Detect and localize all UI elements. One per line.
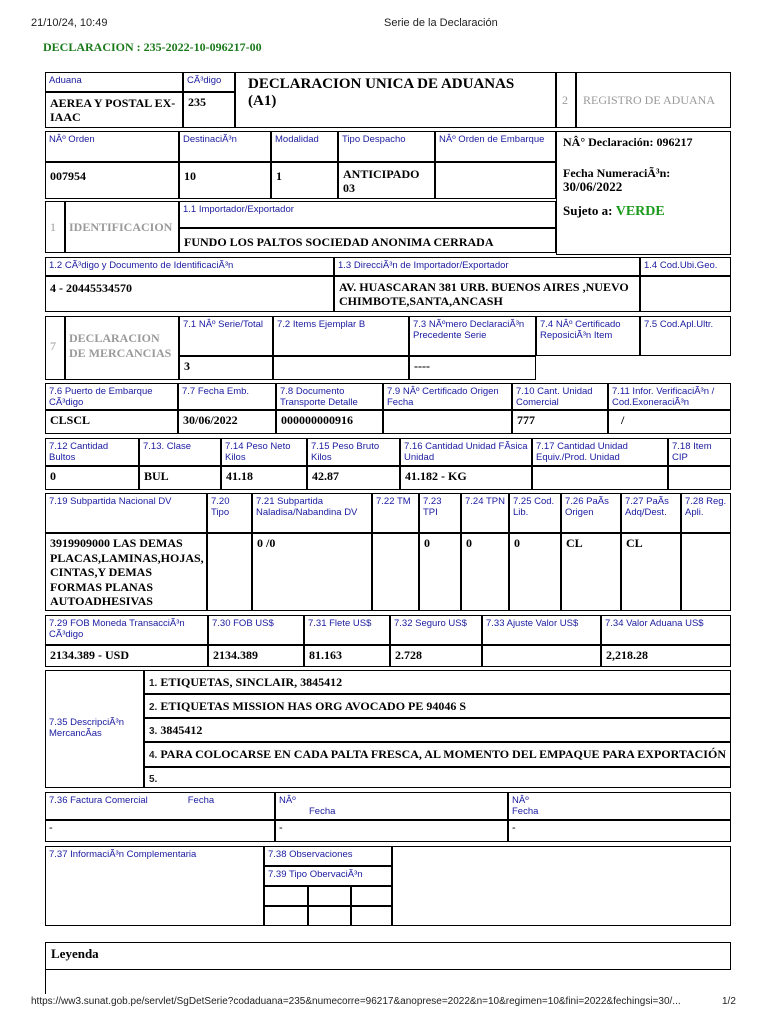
fob-label-cell [208,615,304,645]
seguro-label-cell [390,615,482,645]
item-number: 1. [149,678,158,689]
infor-verif-cell [608,410,731,434]
naladisa-value: 0 /0 [257,536,276,550]
numero-declaracion [557,132,730,152]
codlib-cell [509,533,561,611]
flete-label-cell [304,615,390,645]
item-number: 4. [149,750,158,761]
pais-origen-label: 7.26 PaÃs Origen [565,496,609,518]
declaracion-id [43,40,262,55]
doc-id-cell [45,276,334,312]
descripcion-item-2 [144,694,731,718]
declaracion-id-value: 235-2022-10-096217-00 [143,40,262,54]
decl-prec-label: 7.3 NÃºmero DeclaraciÃ³n Precedente Serie [413,319,525,341]
obs-cell-b1 [264,906,308,926]
tipo-cell [207,533,252,611]
flete-cell [304,645,390,667]
subpartida-value: 3919909000 LAS DEMAS PLACAS,LAMINAS,HOJAS, CINTAS,Y DEMAS FORMAS PLANAS AUTOADHESIVAS [50,536,204,608]
subpartida-label: 7.19 Subpartida Nacional DV [49,496,172,507]
registro-aduana-label: REGISTRO DE ADUANA [583,93,715,107]
flete-value: 81.163 [309,648,342,662]
orden-embarque-value [436,163,555,167]
clase-cell [139,466,221,490]
tpi-label-cell [419,493,461,533]
codigo-label: CÃ³digo [187,75,222,86]
declaracion-panel [556,131,731,255]
leyenda-continuation-line [45,970,46,994]
descripcion-item-5 [144,767,731,788]
tm-cell [372,533,419,611]
neto-value: 41.18 [226,469,253,483]
destinacion-cell [179,162,271,199]
tipo-label-cell [207,493,252,533]
naladisa-label: 7.21 Subpartida Naladisa/Nabandina DV [256,496,358,518]
modalidad-cell [271,162,338,199]
clase-value: BUL [144,469,169,483]
naladisa-label-cell [252,493,372,533]
fob-value: 2134.389 [213,648,258,662]
tipo-despacho-label-cell [338,131,435,162]
factura-cell-1 [45,820,275,842]
neto-label: 7.14 Peso Neto Kilos [225,441,291,463]
equiv-label: 7.17 Cantidad Unidad Equiv./Prod. Unidad [536,441,628,463]
valor-cell [601,645,731,667]
bruto-label: 7.15 Peso Bruto Kilos [311,441,380,463]
print-url: https://ww3.sunat.gob.pe/servlet/SgDetSerie?codaduana=235&numecorre=96217&anoprese=2022&n=10&regimen=10&fini=2022&fechingsi=30/... [31,996,681,1007]
tpn-label-cell [461,493,509,533]
direccion-value: AV. HUASCARAN 381 URB. BUENOS AIRES ,NUEVO CHIMBOTE,SANTA,ANCASH [339,280,629,308]
cant-com-cell [512,410,608,434]
pais-origen-cell [561,533,621,611]
cert-origen-label: 7.9 NÂº Certificado Origen Fecha [387,386,499,408]
fecha-emb-label-cell [178,383,276,410]
factura-fecha-label: Fecha [187,795,215,806]
mercancias-label: DECLARACION DE MERCANCIAS [69,331,172,360]
ubigeo-value [641,277,730,281]
fecha-emb-cell [178,410,276,434]
item-text: 3845412 [160,723,203,737]
fecha-emb-label: 7.7 Fecha Emb. [182,386,250,397]
direccion-label: 1.3 DirecciÃ³n de Importador/Exportador [338,260,509,271]
observaciones-label-cell [264,846,392,866]
importador-label: 1.1 Importador/Exportador [183,204,294,215]
print-datetime: 21/10/24, 10:49 [31,17,108,29]
fecha-numeracion-value: 30/06/2022 [563,179,623,194]
modalidad-label-cell [271,131,338,162]
factura-dash-3: - [512,822,516,834]
fisica-label-cell [400,438,532,466]
infor-verif-label: 7.11 Infor. VerificaciÃ³n / Cod.ExoneraciÃ³n [612,386,715,408]
item-text: PARA COLOCARSE EN CADA PALTA FRESCA, AL MOMENTO DEL EMPAQUE PARA EXPORTACIÓN [160,747,726,761]
doc-transp-label: 7.8 Documento Transporte Detalle [280,386,358,408]
numero-value: 096217 [656,135,693,149]
orden-embarque-label-cell [435,131,556,162]
fob-cell [208,645,304,667]
factura-label-cell [45,792,275,820]
item-number: 5. [149,774,158,785]
item-text: ETIQUETAS MISSION HAS ORG AVOCADO PE 94046 S [160,699,467,713]
items-label: 7.2 Items Ejemplar B [277,319,366,330]
clase-label: 7.13. Clase [143,441,192,452]
obs-cell-a1 [264,886,308,906]
descripcion-label-cell [45,670,144,788]
destinacion-value: 10 [184,169,196,183]
ubigeo-label-cell [640,257,731,276]
decl-prec-label-cell [409,316,536,356]
doc-transp-value: 000000000916 [281,413,353,427]
cod-apl-label-cell [640,316,731,356]
reg-apli-label: 7.28 Reg. Apli. [685,496,727,518]
seguro-value: 2.728 [395,648,422,662]
obs-cell-b3 [351,906,392,926]
modalidad-value: 1 [276,169,282,183]
tpn-cell [461,533,509,611]
cert-origen-label-cell [383,383,512,410]
ajuste-label-cell [482,615,601,645]
pais-adq-value: CL [626,536,643,550]
factura-n2-label: NÂº [512,795,529,806]
infor-verif-value: / [621,413,625,427]
ubigeo-label: 1.4 Cod.Ubi.Geo. [644,260,718,271]
infor-verif-label-cell [608,383,731,410]
puerto-value: CLSCL [50,413,91,427]
sujeto-status-badge: VERDE [615,204,665,219]
factura-cell-2 [275,820,508,842]
valor-value: 2,218.28 [606,648,648,662]
codlib-value: 0 [514,536,520,550]
fecha-emb-value: 30/06/2022 [183,413,238,427]
equiv-label-cell [532,438,668,466]
cant-com-value: 777 [517,413,535,427]
reg-label-cell [576,72,731,128]
fob-label: 7.30 FOB US$ [212,618,274,629]
tipo-despacho-label: Tipo Despacho [342,134,406,145]
bultos-value: 0 [50,469,56,483]
puerto-cell [45,410,178,434]
cert-origen-cell [383,410,512,434]
fob-mon-label-cell [45,615,208,645]
orden-value: 007954 [50,169,86,183]
pais-adq-cell [621,533,681,611]
leyenda-cell [45,942,731,970]
factura-fecha3-label: Fecha [512,806,539,817]
ajuste-label: 7.33 Ajuste Valor US$ [486,618,579,629]
merc-label-cell [65,316,179,380]
subpartida-label-cell [45,493,207,533]
pais-origen-label-cell [561,493,621,533]
seguro-label: 7.32 Seguro US$ [394,618,467,629]
cert-rep-label: 7.4 NÂº Certificado ReposiciÃ³n Item [540,319,621,341]
descripcion-item-4 [144,742,731,767]
flete-label: 7.31 Flete US$ [308,618,372,629]
aduana-label-cell [45,72,183,92]
merc-num-cell [45,316,65,380]
naladisa-cell [252,533,372,611]
serie-value: 3 [184,359,190,373]
factura-2-label-cell [275,792,508,820]
obs-cell-b2 [308,906,351,926]
serie-cell [179,356,273,380]
serie-label-cell [179,316,273,356]
item-text: ETIQUETAS, SINCLAIR, 3845412 [160,675,343,689]
bultos-label: 7.12 Cantidad Bultos [49,441,109,463]
fisica-cell [400,466,532,490]
direccion-cell [334,276,640,312]
equiv-cell [532,466,668,490]
leyenda-label: Leyenda [51,946,99,961]
descripcion-item-1 [144,670,731,694]
doc-id-label: 1.2 CÃ³digo y Documento de IdentificaciÃ³n [49,260,234,271]
document-title: DECLARACION UNICA DE ADUANAS (A1) [248,76,515,109]
aduana-cell [45,92,183,128]
pais-adq-label: 7.27 PaÃs Adq/Dest. [625,496,669,518]
ident-num: 1 [50,220,56,234]
codigo-label-cell [183,72,235,92]
doc-id-value: 4 - 20445534570 [50,281,132,295]
print-page-number: 1/2 [722,996,736,1007]
factura-dash-2: - [279,822,283,834]
bruto-label-cell [307,438,400,466]
modalidad-label: Modalidad [275,134,319,145]
reg-apli-cell [681,533,731,611]
cant-com-label-cell [512,383,608,410]
seguro-cell [390,645,482,667]
orden-cell [45,162,179,199]
factura-3-label-cell [508,792,731,820]
aduana-label: Aduana [49,75,82,86]
identificacion-label: IDENTIFICACION [69,220,173,234]
observaciones-cell [392,846,731,926]
cip-label-cell [668,438,731,466]
complementaria-label: 7.37 InformaciÃ³n Complementaria [49,849,197,860]
bruto-value: 42.87 [312,469,339,483]
neto-label-cell [221,438,307,466]
tpi-cell [419,533,461,611]
title-cell [235,72,556,128]
destinacion-label-cell [179,131,271,162]
factura-dash-1: - [49,822,53,834]
descripcion-item-3 [144,718,731,742]
fisica-value: 41.182 - KG [405,469,467,483]
factura-label: 7.36 Factura Comercial [49,795,148,806]
item-number: 2. [149,702,158,713]
tm-label-cell [372,493,419,533]
neto-cell [221,466,307,490]
ident-label-cell [65,201,179,253]
cip-cell [668,466,731,490]
mercancias-num: 7 [50,339,56,353]
ubigeo-cell [640,276,731,312]
ident-num-cell [45,201,65,253]
tm-label: 7.22 TM [376,496,411,507]
complementaria-cell [45,846,264,926]
declaracion-id-label: DECLARACION : [43,40,141,54]
reg-apli-label-cell [681,493,731,533]
orden-label-cell [45,131,179,162]
fob-mon-value: 2134.389 - USD [50,648,130,662]
codigo-value: 235 [188,95,206,109]
items-label-cell [273,316,409,356]
tpn-label: 7.24 TPN [465,496,505,507]
fob-mon-label: 7.29 FOB Moneda TransacciÃ³n CÃ³digo [49,618,185,640]
fisica-label: 7.16 Cantidad Unidad FÃsica Unidad [404,441,528,463]
codlib-label-cell [509,493,561,533]
fob-mon-cell [45,645,208,667]
valor-label-cell [601,615,731,645]
codigo-cell [183,92,235,128]
bultos-cell [45,466,139,490]
decl-prec-cell [409,356,536,380]
print-title: Serie de la Declaración [384,17,498,29]
tipo-despacho-cell [338,162,435,199]
direccion-label-cell [334,257,640,276]
item-number: 3. [149,726,158,737]
obs-cell-a2 [308,886,351,906]
cant-com-label: 7.10 Cant. Unidad Comercial [516,386,593,408]
destinacion-label: DestinaciÃ³n [183,134,237,145]
serie-label: 7.1 NÂº Serie/Total [183,319,264,330]
doc-transp-cell [276,410,383,434]
bultos-label-cell [45,438,139,466]
ajuste-cell [482,645,601,667]
obs-cell-a3 [351,886,392,906]
pais-adq-label-cell [621,493,681,533]
cod-apl-label: 7.5 Cod.Apl.Ultr. [644,319,714,330]
pais-origen-value: CL [566,536,583,550]
tipo-label: 7.20 Tipo [211,496,230,518]
cert-rep-label-cell [536,316,640,356]
subpartida-cell [45,533,207,611]
tpi-value: 0 [424,536,430,550]
importador-cell [179,228,556,253]
orden-label: NÂº Orden [49,134,95,145]
tpi-label: 7.23 TPI [423,496,442,518]
orden-embarque-cell [435,162,556,199]
tipo-obs-label: 7.39 Tipo ObervaciÃ³n [268,869,363,880]
clase-label-cell [139,438,221,466]
descripcion-label: 7.35 DescripciÃ³n MercancÃas [49,717,124,739]
bruto-cell [307,466,400,490]
puerto-label: 7.6 Puerto de Embarque CÃ³digo [49,386,153,408]
factura-fecha2-label: Fecha [309,806,336,817]
decl-prec-value: ---- [414,359,430,373]
reg-num: 2 [562,93,568,107]
importador-label-cell [179,201,556,228]
tpn-value: 0 [466,536,472,550]
sujeto-label: Sujeto a: [563,203,613,218]
doc-id-label-cell [45,257,334,276]
reg-num-cell [556,72,576,128]
cip-label: 7.18 Item CIP [672,441,712,463]
observaciones-label: 7.38 Observaciones [268,849,353,860]
numero-label: NÂ° Declaración: [563,135,654,149]
sujeto-a [557,194,730,219]
fecha-numeracion-label: Fecha NumeraciÃ³n: [563,166,671,180]
valor-label: 7.34 Valor Aduana US$ [605,618,704,629]
factura-n-label: NÂº [279,795,296,806]
orden-embarque-label: NÂº Orden de Embarque [439,134,545,145]
doc-transp-label-cell [276,383,383,410]
tipo-obs-label-cell [264,866,392,886]
tipo-despacho-value: ANTICIPADO 03 [343,167,420,195]
factura-cell-3 [508,820,731,842]
importador-value: FUNDO LOS PALTOS SOCIEDAD ANONIMA CERRADA [184,235,494,249]
puerto-label-cell [45,383,178,410]
items-cell [273,356,409,380]
codlib-label: 7.25 Cod. Lib. [513,496,555,518]
aduana-value: AEREA Y POSTAL EX-IAAC [50,96,176,124]
